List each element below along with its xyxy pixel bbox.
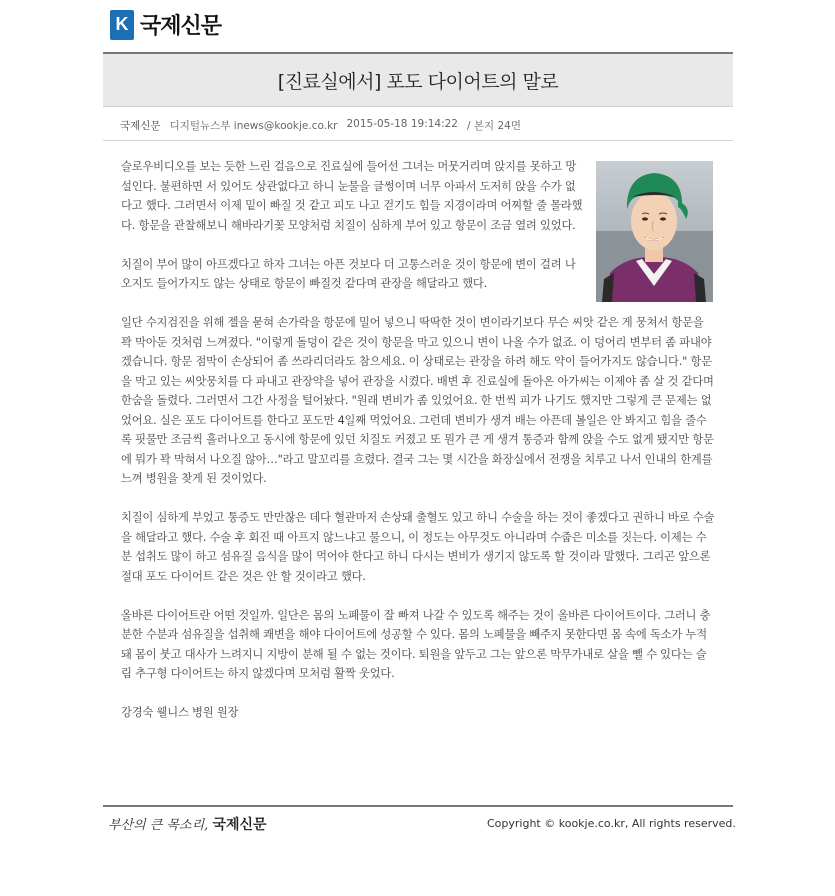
slogan-brand[interactable]: 국제신문 (212, 817, 267, 833)
article-paragraph: 슬로우비디오를 보는 듯한 느린 걸음으로 진료실에 들어선 그녀는 머뭇거리며 앉지를 못하고 망설인다. 불편하면 서 있어도 상관없다고 하니 눈물을 글썽이며 너무 아파서 도저히 앉을 수가 없다고 했다. 그러면서 이제 밑이 빠질 것 같고 피도 나고 걷기도 힘들 지경이라며 어찌할 줄 몰라했다. 항문을 관찰해보니 해바라기꽃 모양처럼 치질이 심하게 부어 있고 항문이 조금 열려 있었다. (121, 160, 583, 232)
logo-k-icon: K (110, 10, 134, 40)
copyright-text: Copyright © kookje.co.kr, All rights reserved. (487, 817, 736, 830)
slogan-text: 부산의 큰 목소리, (108, 818, 209, 833)
author-signature: 강경숙 웰니스 병원 원장 (121, 706, 239, 719)
title-bar (103, 52, 733, 107)
meta-source: 국제신문 (120, 120, 161, 132)
site-logo[interactable] (110, 9, 221, 40)
article-title: [진료실에서] 포도 다이어트의 말로 (277, 70, 559, 93)
logo-text: 국제신문 (140, 14, 222, 39)
article-paragraph: 치질이 심하게 부었고 통증도 만만찮은 데다 혈관마저 손상돼 출혈도 있고 하니 수술을 하는 것이 좋겠다고 권하니 바로 수술을 해달라고 했다. 수술 후 회진 때 아프지 않느냐고 물으니, 이 정도는 아무것도 아니라며 수줍은 미소를 짓는다. 이제는 수분 섭취도 많이 하고 섬유질 음식을 많이 먹어야 한다고 하니 다시는 변비가 생기지 않도록 할 것이라 말했다. 그리곤 앞으론 절대 포도 다이어트 같은 것은 안 할 것이라고 했다. (121, 511, 715, 583)
article-paragraph: 치질이 부어 많이 아프겠다고 하자 그녀는 아픈 것보다 더 고통스러운 것이 항문에 변이 걸려 나오지도 들어가지도 않는 상태로 항문이 빠질것 같다며 관장을 해달라고 했다. (121, 257, 576, 290)
article-body (121, 157, 715, 742)
meta-divider (103, 140, 733, 141)
footer-divider (103, 805, 733, 807)
article-meta (120, 118, 521, 133)
article-paragraph: 올바른 다이어트란 어떤 것일까. 일단은 몸의 노폐물이 잘 빠져 나갈 수 있도록 해주는 것이 올바른 다이어트이다. 그러니 충분한 수분과 섬유질을 섭취해 쾌변을 해야 다이어트에 성공할 수 있다. 몸의 노폐물을 빼주지 못한다면 몸 속에 독소가 누적돼 몸이 붓고 대사가 느려지니 지방이 분해 될 수 없는 것이다. 퇴원을 앞두고 그는 앞으론 막무가내로 살을 뺄 수 있다는 슬림 추구형 다이어트는 하지 않겠다며 모처럼 활짝 웃었다. (121, 608, 711, 680)
meta-reporter: 디지털뉴스부 inews@kookje.co.kr (169, 120, 338, 132)
meta-section: / 본지 24면 (467, 120, 522, 132)
meta-datetime: 2015-05-18 19:14:22 (346, 118, 458, 130)
footer-slogan (108, 814, 267, 834)
article-paragraph: 일단 수지검진을 위해 젤을 묻혀 손가락을 항문에 밀어 넣으니 딱딱한 것이 변이라기보다 무슨 씨앗 같은 게 뭉쳐서 항문을 꽉 막아둔 것처럼 느껴졌다. "이렇게 돌덩이 같은 것이 항문을 막고 있으니 변이 나올 수가 없죠. 이 덩어리 변부터 좀 파내야겠습니다. 항문 점막이 손상되어 좀 쓰라리더라도 참으세요. 이 상태로는 관장을 하려 해도 약이 들어가지도 않습니다." 항문을 막고 있는 씨앗뭉치를 다 파내고 관장약을 넣어 관장을 시켰다. 배변 후 진료실에 돌아온 아가씨는 이제야 좀 살 것 같다며 한숨을 돌렸다. 그러면서 그간 사정을 털어놨다. "원래 변비가 좀 있었어요. 한 번씩 피가 나기도 했지만 그렇게 큰 문제는 없었어요. 실은 포도 다이어트를 한다고 포도만 4일째 먹었어요. 그런데 변비가 생겨 배는 아픈데 볼일은 안 봐지고 힘을 줄수록 핏물만 조금씩 흘러나오고 동시에 항문에 있던 치질도 커졌고 또 뭔가 큰 게 생겨 통증과 함께 앉을 수도 없게 됐지만 항문에 뭐가 꽉 막혀서 나오질 않아…"라고 말꼬리를 흐렸다. 결국 그는 몇 시간을 화장실에서 전쟁을 치루고 나서 인내의 한계를 느껴 병원을 찾게 된 것이었다. (121, 316, 714, 485)
